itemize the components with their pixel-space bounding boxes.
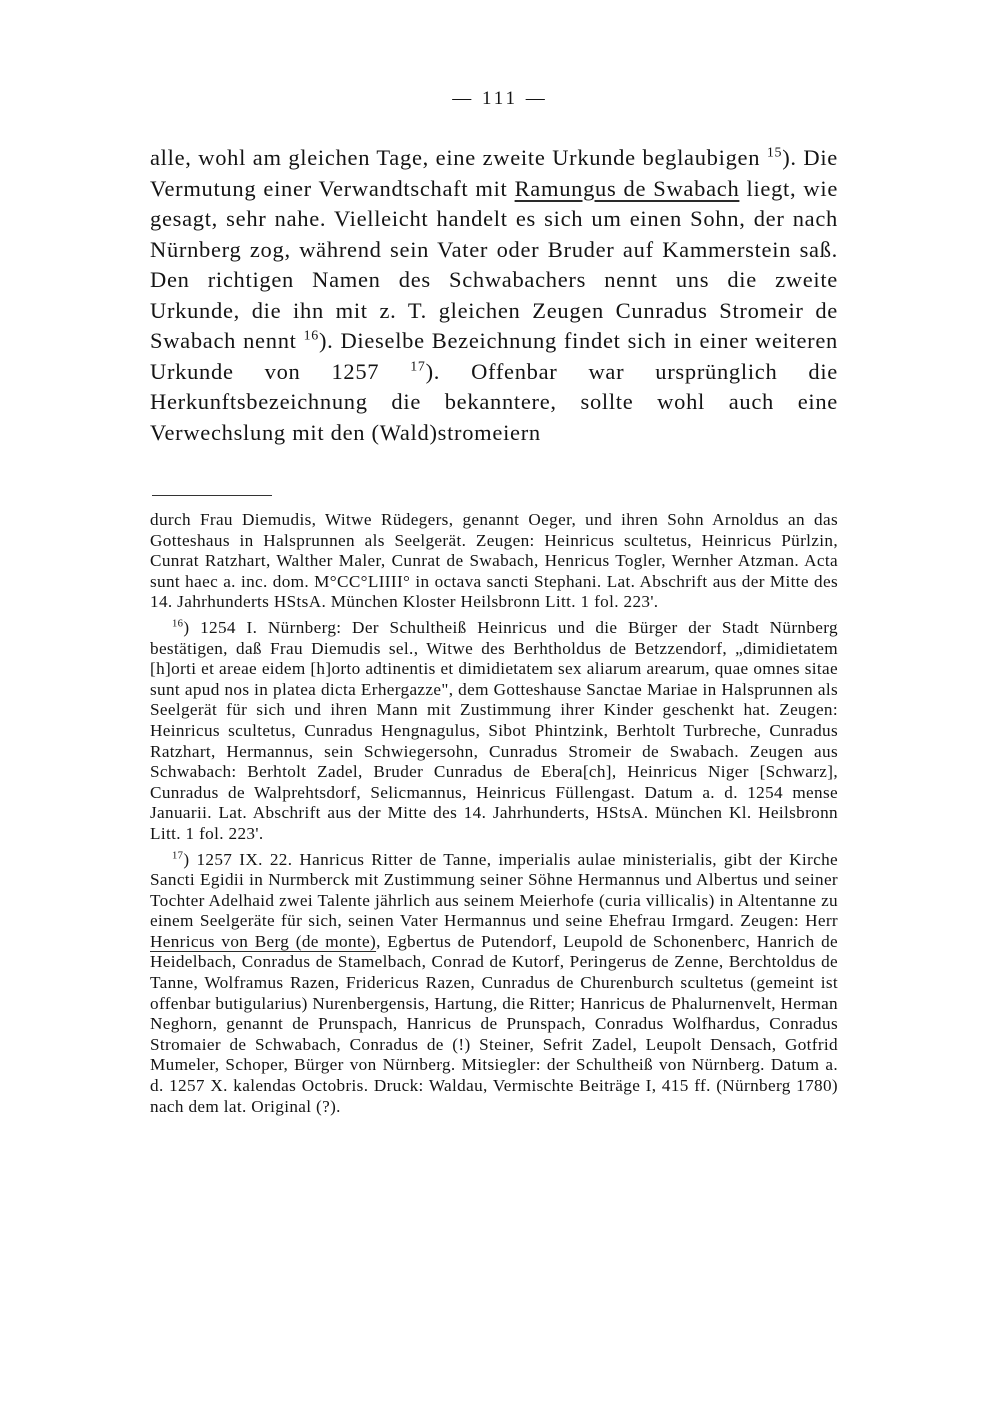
footnote-17 [150,850,838,1118]
footnote-ref-16: 16 [303,328,319,344]
main-text-part4: ). Dieselbe Bezeichnung findet sich in einer weiteren Urkunde von 1257 [150,328,839,384]
underlined-name-henricus: Henricus von Berg (de monte) [150,931,377,951]
main-text-part5: ). Offenbar war ursprünglich die Herkunftsbezeichnung die bekanntere, sollte wohl auch eine Verwechslung mit den (Wald)stromeiern [150,358,838,445]
footnote-17-text-part2: , Egbertus de Putendorf, Leupold de Schonenberc, Hanrich de Heidelbach, Conradus de Stamelbach, Conrad de Kutorf, Peringerus de Zenne, Berchtoldus de Tanne, Wolframus Razen, Fridericus Razen, Cunradus de Churenburch scultetus (gemeint ist offenbar butigularius) Nurenbergensis, Hartung, die Ritter; Hanricus de Phalurnenvelt, Herman Neghorn, genannt de Prunspach, Hanricus de Prunspach, Conradus Wolfhardus, Conradus Stromaier de Schwabach, Conradus de (!) Steiner, Sefrit Zadel, Leupolt Densach, Gotfrid Mumeler, Schoper, Bürger von Nürnberg. Mitsiegler: der Schultheiß von Nürnberg. Datum a. d. 1257 X. kalendas Octobris. Druck: Waldau, Vermischte Beiträge I, 415 ff. (Nürnberg 1780) nach dem lat. Original (?). [150,931,838,1116]
footnote-15-continuation: durch Frau Diemudis, Witwe Rüdegers, genannt Oeger, und ihren Sohn Arnoldus an das Gotteshaus in Halsprunnen als Seelgerät. Zeugen: Heinricus scultetus, Heinricus Pürlzin, Cunrat Ratzhart, Walther Maler, Cunrat de Swabach, Henricus Togler, Wernher Atzman. Acta sunt haec a. inc. dom. M°CC°LIIII° in octava sancti Stephani. Lat. Abschrift aus der Mitte des 14. Jahrhunderts HStsA. München Kloster Heilsbronn Litt. 1 fol. 223'. [150,510,838,612]
page-number: — 111 — [452,88,548,109]
footnote-divider [152,495,272,496]
footnote-16-text: ) 1254 I. Nürnberg: Der Schultheiß Heinricus und die Bürger der Stadt Nürnberg bestätigen, daß Frau Diemudis sel., Witwe des Berhtholdus de Betzzendorf, „dimidietatem [h]orti et areae eidem [h]orto adtinentis et dimidietatem sex aliarum arearum, quae omnes sitae sunt apud nos in platea dicta Erhergazze", dem Gotteshause Sanctae Mariae in Halsprunnen als Seelgerät für sich und ihren Mann mit Zustimmung ihrer Kinder geschenkt hat. Zeugen: Heinricus scultetus, Cunradus Hengnagulus, Sibot Phintzink, Berhtolt Turbreche, Cunradus Ratzhart, Hermannus, sein Schwiegersohn, Cunradus Stromeir de Swabach. Zeugen aus Schwabach: Berhtolt Zadel, Bruder Cunradus de Ebera[ch], Heinricus Niger [Schwarz], Cunradus de Walprehtsdorf, Selicmannus, Heinricus Füllengast. Datum a. d. 1254 mense Januarii. Lat. Abschrift aus der Mitte des 14. Jahrhunderts, HStsA. München Kl. Heilsbronn Litt. 1 fol. 223'. [150,617,838,843]
footnote-17-text-part1: ) 1257 IX. 22. Hanricus Ritter de Tanne, imperialis aulae ministerialis, gibt der Kirche Sancti Egidii in Nurmberck mit Zustimmung seiner Söhne Hermannus und Albertus und seiner Tochter Adelhaid zwei Talente jährlich aus seinem Meierhofe (curia villicalis) in Altentanne zu einem Seelgeräte für sich, seinen Vater Hermannus und seine Ehefrau Irmgard. Zeugen: Herr [150,849,838,931]
footnote-16 [150,618,838,845]
footnotes-block [150,510,838,1122]
underlined-name-ramungus: Ramungus de Swabach [514,175,740,201]
footnote-17-marker: 17 [172,850,184,862]
main-paragraph [150,143,838,448]
footnote-ref-15: 15 [766,145,783,161]
footnote-ref-17: 17 [410,359,426,375]
main-text-part3: liegt, wie gesagt, sehr nahe. Vielleicht handelt es sich um einen Sohn, der nach Nürnberg zog, während sein Vater oder Bruder auf Kammerstein saß. Den richtigen Namen des Schwabachers nennt uns die zweite Urkunde, die ihn mit z. T. gleichen Zeugen Cunradus Stromeir de Swabach nennt [150,175,839,353]
footnote-16-marker: 16 [172,618,184,630]
main-text-part1: alle, wohl am gleichen Tage, eine zweite Urkunde beglaubigen [150,145,761,170]
main-text-part2: ). Die Vermutung einer Verwandtschaft mit [150,145,838,201]
